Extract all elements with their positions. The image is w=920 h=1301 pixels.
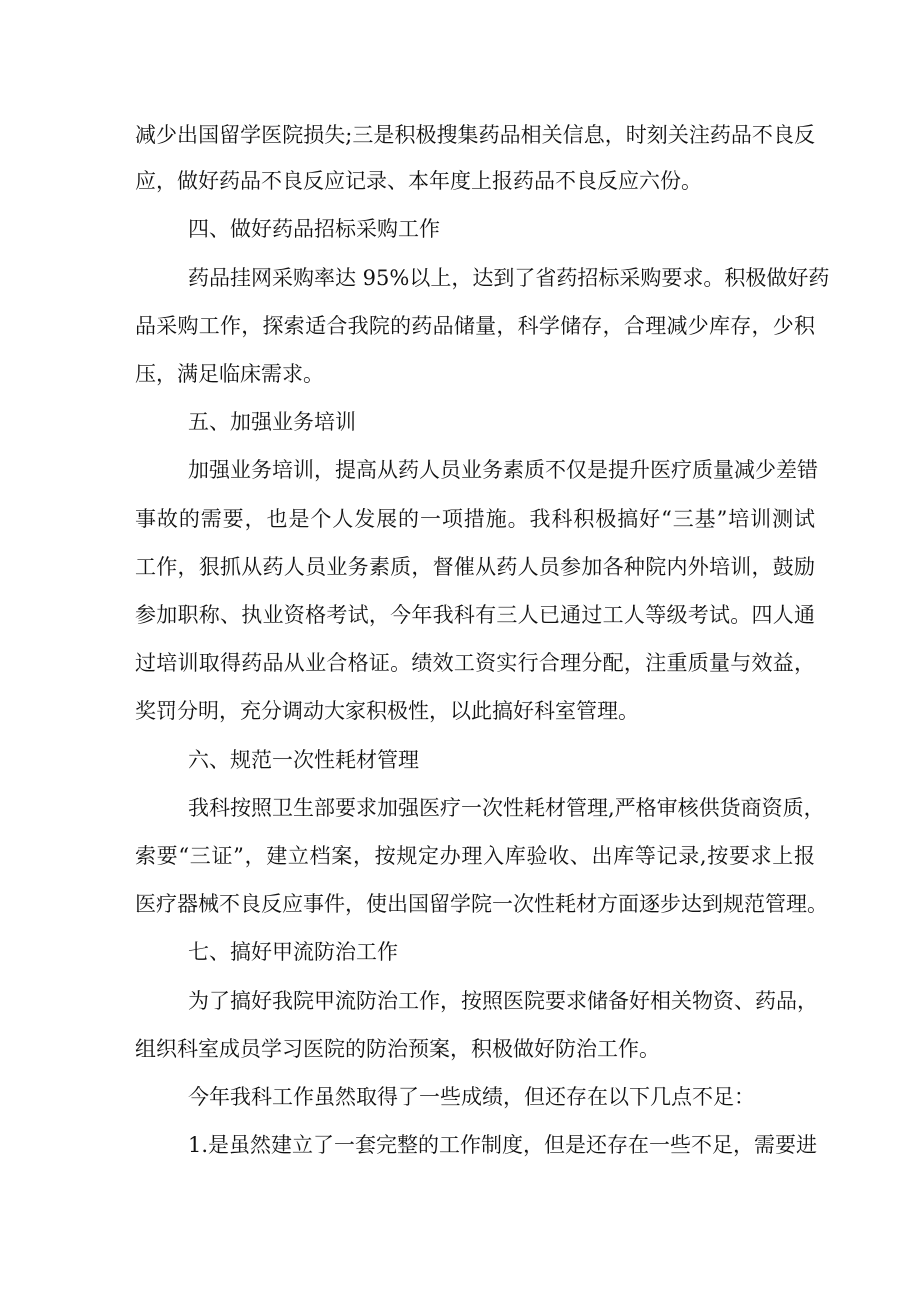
paragraph-line: 药品挂网采购率达 95%以上，达到了省药招标采购要求。积极做好药: [188, 266, 830, 290]
paragraph-line: 应，做好药品不良反应记录、本年度上报药品不良反应六份。: [135, 169, 702, 193]
paragraph-line: 加强业务培训，提高从药人员业务素质不仅是提升医疗质量减少差错: [188, 458, 818, 482]
paragraph-line: 奖罚分明，充分调动大家积极性，以此搞好科室管理。: [135, 699, 639, 723]
section-heading-5: 五、加强业务培训: [188, 410, 356, 434]
paragraph-line: 品采购工作，探索适合我院的药品储量，科学储存，合理减少库存，少积: [135, 314, 815, 338]
paragraph-line: 工作，狠抓从药人员业务素质，督催从药人员参加各种院内外培训，鼓励: [135, 555, 815, 579]
list-item-line: 1.是虽然建立了一套完整的工作制度，但是还存在一些不足，需要进: [188, 1133, 818, 1157]
section-heading-4: 四、做好药品招标采购工作: [188, 217, 440, 241]
paragraph-line: 我科按照卫生部要求加强医疗一次性耗材管理,严格审核供货商资质，: [188, 796, 825, 820]
paragraph-line: 减少出国留学医院损失;三是积极搜集药品相关信息，时刻关注药品不良反: [135, 123, 815, 147]
paragraph-line: 为了搞好我院甲流防治工作，按照医院要求储备好相关物资、药品，: [188, 989, 818, 1013]
paragraph-line: 压，满足临床需求。: [135, 362, 324, 386]
paragraph-line: 今年我科工作虽然取得了一些成绩，但还存在以下几点不足：: [188, 1085, 755, 1109]
section-heading-7: 七、搞好甲流防治工作: [188, 940, 398, 964]
section-heading-6: 六、规范一次性耗材管理: [188, 748, 419, 772]
paragraph-line: 索要“三证”，建立档案，按规定办理入库验收、出库等记录,按要求上报: [135, 844, 815, 868]
paragraph-line: 过培训取得药品从业合格证。绩效工资实行合理分配，注重质量与效益，: [135, 651, 815, 675]
paragraph-line: 组织科室成员学习医院的防治预案，积极做好防治工作。: [135, 1037, 660, 1061]
paragraph-line: 医疗器械不良反应事件，使出国留学院一次性耗材方面逐步达到规范管理。: [135, 892, 828, 916]
paragraph-line: 事故的需要，也是个人发展的一项措施。我科积极搞好“三基”培训测试: [135, 507, 815, 531]
paragraph-line: 参加职称、执业资格考试，今年我科有三人已通过工人等级考试。四人通: [135, 603, 815, 627]
